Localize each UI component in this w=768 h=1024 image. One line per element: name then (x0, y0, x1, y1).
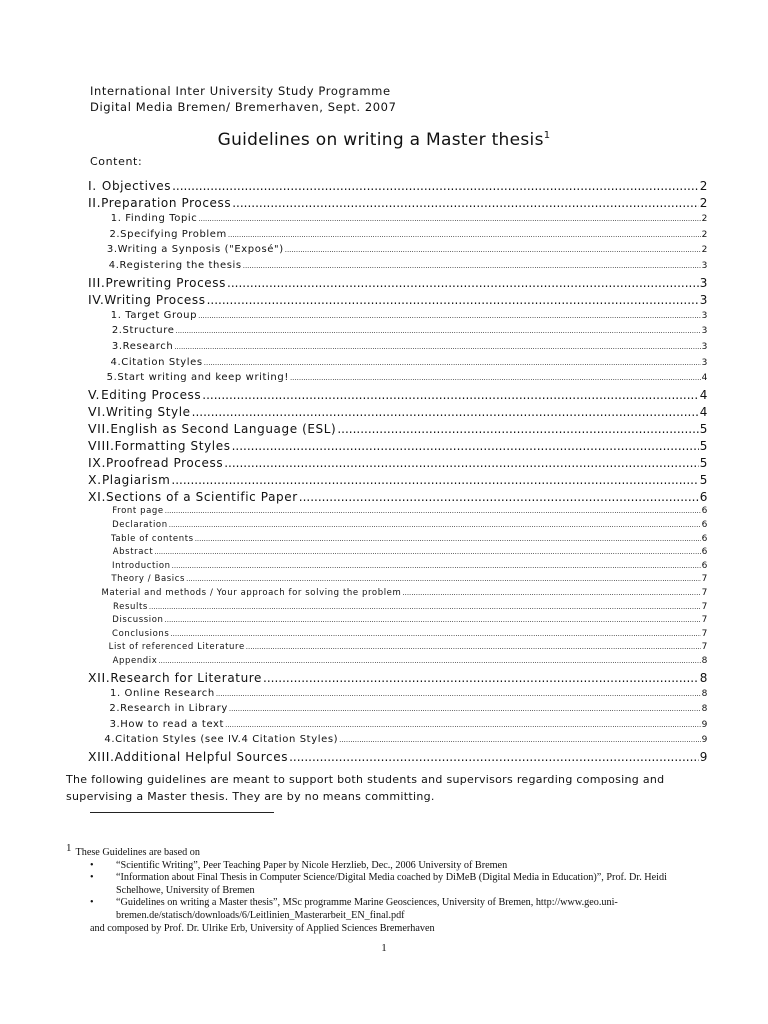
toc-entry (88, 258, 708, 274)
toc-entry-label: Theory / Basics (111, 574, 186, 585)
footnote (66, 842, 716, 935)
toc-entry-page: 9 (701, 735, 708, 746)
toc-entry (88, 655, 708, 669)
toc-entry-page: 7 (701, 615, 708, 626)
toc-entry (88, 519, 708, 533)
toc-leader-dots (232, 438, 699, 455)
toc-entry (88, 323, 708, 339)
toc-leader-dots (285, 242, 701, 259)
title-text: Guidelines on writing a Master thesis (217, 130, 544, 150)
toc-leader-dots (299, 489, 699, 506)
toc-leader-dots (154, 546, 700, 560)
toc-entry-number: V. (88, 386, 101, 402)
toc-leader-dots (198, 308, 701, 325)
toc-leader-dots (192, 404, 699, 421)
toc-entry-page: 9 (701, 719, 708, 730)
toc-entry-number: VIII. (88, 438, 115, 453)
toc-entry-label: 3.Research (111, 340, 174, 352)
toc-leader-dots (339, 732, 701, 749)
toc-entry (88, 505, 708, 519)
footnote-separator (90, 812, 274, 813)
footnote-source-item: • “Guidelines on writing a Master thesis”, MSc programme Marine Geosciences, University of Bremen, http://www.geo.uni-bremen.de/statisch/downloads/6/Leitlinien_Masterarbeit_EN_final.pdf (116, 897, 716, 922)
footnote-marker: 1 (66, 842, 72, 854)
toc-entry (88, 370, 708, 386)
toc-entry-label: Material and methods / Your approach for solving the problem (101, 587, 402, 598)
toc-entry-number: VI. (88, 403, 107, 419)
toc-leader-dots (169, 519, 701, 533)
toc-leader-dots (165, 505, 701, 519)
toc-entry (88, 587, 708, 601)
toc-entry (88, 533, 708, 547)
toc-leader-dots (202, 387, 698, 404)
toc-entry (88, 420, 708, 437)
toc-entry-label: Proofread Process (106, 456, 224, 471)
toc-leader-dots (175, 323, 700, 340)
header-programme: International Inter University Study Programme (90, 84, 391, 98)
toc-entry (88, 454, 708, 471)
toc-entry (88, 560, 708, 574)
footnote-lead: These Guidelines are based on (75, 847, 200, 858)
toc-leader-dots (171, 472, 698, 489)
toc-entry-label: Table of contents (110, 533, 194, 544)
toc-entry-label: 4.Citation Styles (see IV.4 Citation Styles) (104, 734, 339, 746)
toc-entry (88, 732, 708, 748)
content-label: Content: (90, 155, 143, 168)
toc-entry-page: 7 (701, 587, 708, 598)
toc-entry-label: Introduction (111, 560, 171, 571)
toc-entry-page: 7 (701, 628, 708, 639)
toc-entry-page: 5 (699, 456, 708, 471)
toc-leader-dots (172, 560, 701, 574)
toc-leader-dots (402, 587, 700, 601)
toc-entry-number: I. (88, 178, 97, 193)
toc-entry-page: 8 (699, 670, 708, 685)
toc-entry (88, 194, 708, 211)
toc-entry-number: III. (88, 274, 106, 290)
toc-entry-label: Preparation Process (101, 196, 232, 211)
toc-entry-number: X. (88, 472, 102, 488)
toc-entry (88, 274, 708, 291)
toc-entry-label: Appendix (112, 655, 158, 666)
toc-leader-dots (243, 258, 701, 275)
toc-entry-label: Editing Process (101, 387, 202, 402)
toc-entry-label: Objectives (101, 179, 172, 193)
toc-entry-page: 6 (701, 519, 708, 530)
toc-leader-dots (337, 421, 698, 438)
toc-entry-number: XIII. (88, 748, 115, 764)
toc-entry (88, 573, 708, 587)
toc-entry-page: 5 (699, 439, 708, 453)
intro-paragraph: The following guidelines are meant to support both students and supervisors regarding composing and supervising a Master thesis. They are by no means committing. (66, 773, 665, 803)
toc-entry-page: 2 (701, 214, 708, 225)
toc-entry-number: IV. (88, 291, 105, 307)
toc-entry-number: VII. (88, 420, 111, 436)
toc-entry (88, 291, 708, 308)
toc-entry (88, 177, 708, 194)
toc-entry-label: Plagiarism (101, 473, 171, 488)
toc-entry-label: 1. Finding Topic (110, 213, 198, 225)
toc-leader-dots (224, 455, 699, 472)
toc-entry (88, 546, 708, 560)
page-title (0, 130, 768, 150)
toc-entry-page: 6 (701, 560, 708, 571)
toc-entry-label: 3.How to read a text (109, 718, 225, 730)
toc-entry-page: 3 (699, 292, 708, 307)
toc-entry-label: Writing Process (104, 292, 206, 307)
toc-leader-dots (149, 601, 701, 615)
toc-entry (88, 355, 708, 371)
toc-entry-label: 1. Target Group (110, 309, 198, 321)
toc-entry (88, 488, 708, 505)
toc-entry (88, 308, 708, 324)
toc-entry-label: 4.Citation Styles (110, 356, 203, 368)
toc-entry-label: English as Second Language (ESL) (110, 421, 337, 436)
toc-entry-page: 6 (701, 547, 708, 558)
footnote-source-item: • “Information about Final Thesis in Computer Science/Digital Media coached by DiMeB (Digital Media in Education)”, Prof. Dr. Heidi Schelhowe, University of Bremen (116, 872, 716, 897)
toc-entry-page: 2 (701, 245, 708, 256)
toc-entry-label: 2.Structure (111, 325, 175, 337)
document-header (90, 83, 397, 115)
toc-entry-page: 8 (701, 704, 708, 715)
toc-leader-dots (174, 339, 700, 356)
toc-entry-label: 3.Writing a Synposis ("Exposé") (106, 244, 284, 256)
toc-entry (88, 471, 708, 488)
toc-entry-page: 4 (701, 373, 708, 384)
toc-entry-label: Prewriting Process (105, 275, 226, 290)
toc-entry-page: 7 (701, 574, 708, 585)
toc-entry (88, 748, 708, 765)
toc-leader-dots (232, 195, 699, 212)
toc-entry (88, 437, 708, 454)
footnote-sources (66, 860, 716, 923)
toc-entry-label: Conclusions (112, 628, 170, 639)
toc-entry-page: 3 (699, 275, 708, 290)
toc-entry-label: Writing Style (106, 404, 191, 419)
toc-entry-page: 7 (701, 642, 708, 653)
toc-entry-page: 6 (701, 506, 708, 517)
footnote-tail: and composed by Prof. Dr. Ulrike Erb, University of Applied Sciences Bremerhaven (90, 922, 435, 934)
toc-leader-dots (263, 670, 699, 687)
toc-entry (88, 227, 708, 243)
toc-entry-number: XI. (88, 489, 107, 505)
toc-entry-page: 8 (701, 688, 708, 699)
toc-leader-dots (198, 211, 700, 228)
toc-entry-page: 4 (699, 387, 708, 402)
toc-entry-label: List of referenced Literature (108, 642, 245, 653)
toc-entry-number: XII. (88, 669, 111, 685)
toc-entry-label: 5.Start writing and keep writing! (106, 372, 289, 384)
toc-leader-dots (207, 292, 699, 309)
toc-leader-dots (228, 227, 701, 244)
toc-entry (88, 211, 708, 227)
toc-entry (88, 386, 708, 403)
toc-entry (88, 339, 708, 355)
toc-entry-label: 1. Online Research (109, 687, 215, 699)
toc-entry-label: Sections of a Scientific Paper (106, 490, 298, 505)
toc-entry-label: Front page (112, 506, 164, 517)
toc-entry-page: 2 (699, 179, 708, 193)
toc-leader-dots (229, 701, 701, 718)
toc-entry-label: 2.Research in Library (109, 703, 228, 715)
toc-entry-label: Declaration (112, 519, 168, 530)
toc-entry-number: IX. (88, 455, 107, 471)
toc-entry (88, 701, 708, 717)
toc-entry (88, 614, 708, 628)
toc-entry-page: 3 (701, 326, 708, 337)
toc-entry-page: 9 (699, 749, 708, 764)
toc-leader-dots (204, 355, 701, 372)
toc-entry-page: 3 (701, 357, 708, 368)
toc-leader-dots (195, 533, 701, 547)
toc-entry (88, 717, 708, 733)
toc-entry-page: 4 (699, 404, 708, 419)
toc-leader-dots (165, 614, 701, 628)
table-of-contents (88, 177, 708, 765)
toc-entry (88, 669, 708, 686)
toc-entry-page: 5 (699, 421, 708, 436)
toc-entry-label: Discussion (112, 615, 164, 626)
toc-entry (88, 641, 708, 655)
toc-entry-label: Research for Literature (110, 670, 263, 685)
toc-leader-dots (290, 370, 701, 387)
toc-leader-dots (225, 717, 701, 734)
toc-entry-label: Abstract (112, 547, 154, 558)
toc-leader-dots (289, 749, 699, 766)
toc-entry-label: Additional Helpful Sources (114, 749, 289, 764)
toc-leader-dots (186, 573, 701, 587)
toc-entry-page: 2 (701, 229, 708, 240)
toc-entry-label: 2.Specifying Problem (109, 228, 227, 240)
toc-leader-dots (172, 178, 699, 195)
toc-entry-page: 3 (701, 341, 708, 352)
toc-entry-page: 6 (699, 490, 708, 505)
toc-leader-dots (246, 641, 701, 655)
toc-entry (88, 686, 708, 702)
toc-entry-page: 3 (701, 310, 708, 321)
toc-leader-dots (158, 655, 700, 669)
toc-entry-page: 8 (701, 655, 708, 666)
footnote-source-item: • “Scientific Writing”, Peer Teaching Paper by Nicole Herzlieb, Dec., 2006 University of Bremen (116, 860, 716, 873)
page-number: 1 (381, 942, 387, 954)
toc-entry-number: II. (88, 195, 102, 211)
toc-entry (88, 601, 708, 615)
toc-entry-label: Formatting Styles (114, 439, 231, 453)
toc-entry-label: 4.Registering the thesis (108, 259, 242, 271)
toc-entry (88, 242, 708, 258)
toc-leader-dots (216, 686, 701, 703)
toc-entry (88, 628, 708, 642)
toc-leader-dots (227, 275, 699, 292)
header-location-date: Digital Media Bremen/ Bremerhaven, Sept. 2007 (90, 100, 397, 114)
toc-entry-label: Results (113, 601, 148, 612)
toc-entry-page: 2 (699, 196, 708, 211)
toc-entry-page: 7 (701, 601, 708, 612)
toc-entry-page: 5 (699, 473, 708, 488)
toc-entry-page: 6 (701, 533, 708, 544)
toc-entry (88, 403, 708, 420)
title-footnote-ref: 1 (543, 130, 551, 141)
toc-leader-dots (170, 628, 700, 642)
toc-entry-page: 3 (701, 260, 708, 271)
